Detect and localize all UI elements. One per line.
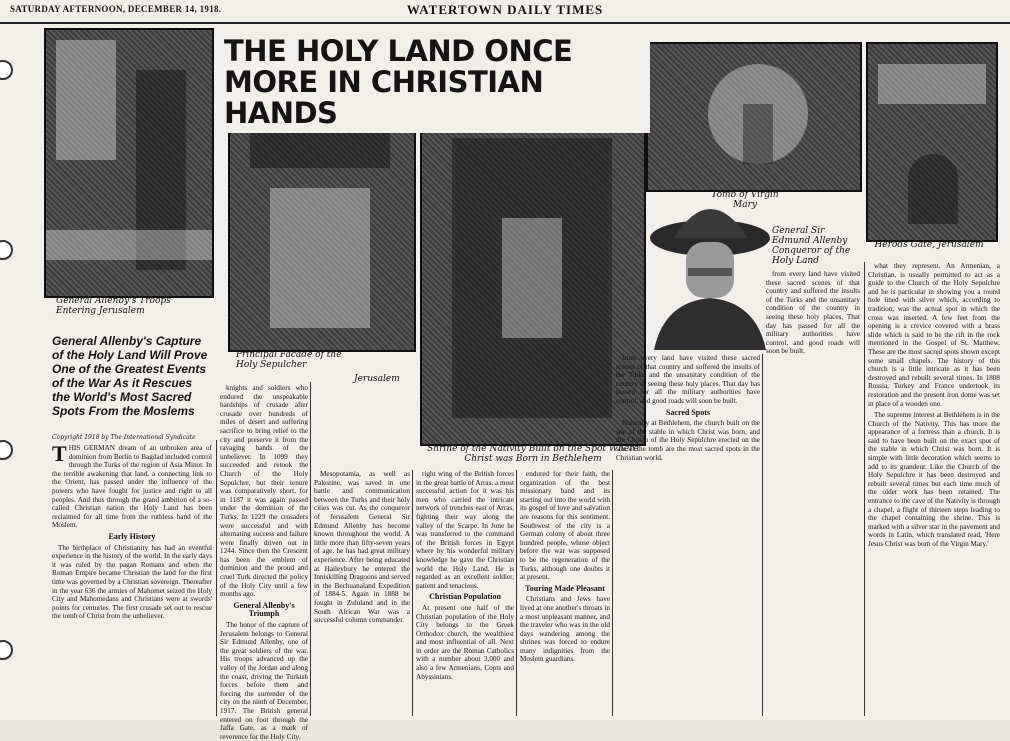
masthead (0, 0, 1010, 24)
article-column-3 (314, 470, 410, 716)
binder-ring-icon (0, 640, 13, 660)
column-7-second: The supreme interest at Bethlehem is in the Church of the Nativity. This has more the appearance of a fortress than a church. It is said to have been built on the exact spot of the stable in which Christ was born. It is simple with little decoration which seems to add to its grandeur. Like the Church of the Holy Sepulchre it has been destroyed and rebuilt several times but each time much of the older work has been retained. The entrance to the cave of the Nativity is through a chapel, a flight of thirteen steps leading to the chapel containing the shrine. This is marked with a silver star in the pavement and words in Latin, which translated read, 'Here Jesus Christ was born of the Virgin Mary.' (868, 411, 1000, 548)
column-rule (612, 470, 613, 716)
section-early-history: Early History (108, 531, 156, 541)
caption-nativity: Shrine of the Nativity Built on the Spot Where Christ was Born in Bethlehem (427, 444, 639, 464)
binder-ring-icon (0, 440, 13, 460)
photo-shrine-of-nativity (420, 106, 646, 446)
section-sacred-spots: Sacred Spots (665, 407, 711, 417)
masthead-paper-name: WATERTOWN DAILY TIMES (406, 2, 604, 17)
column-4-text: right wing of the British forces in the great battle of Arras, a most successful action for it was his men who carried the intricate network of trenches east of Arras, fighting their way along the valley of the Scarpe. In June he was transferred to the command of the British forces in Egypt where by his wonderful military knowledge he gave the Christian world the Holy Land. He is regarded as an excellent soldier, patient and tenacious. (416, 470, 514, 590)
column-7-text: what they represent. An Armenian, a Christian, is usually permitted to act as a guide to the Church of the Holy Sepulchre and he is particular in showing you a round hole lined with silver which, according to tradition, was the actual spot in which the cross was inserted. A few feet from the opening is a crevice covered with a brass slide which is said to be the rift in the rock mentioned in the Gospel of St. Matthew. These are the most sacred spots shown except some small chapels. The history of this church is a little intricate as it has been destroyed and rebuilt several times. In 1808 Russia, Turkey and France undertook its restoration and the present iron dome was set in place of a wooden one. (868, 262, 1000, 408)
caption-tomb: Tomb of Virgin Mary (711, 190, 779, 210)
binder-ring-icon (0, 60, 13, 80)
column-rule (216, 440, 217, 716)
photo-herods-gate (866, 42, 998, 242)
caption-jerusalem: Jerusalem (354, 374, 400, 384)
caption-general: General Sir Edmund Allenby Conqueror of the Holy Land (772, 226, 851, 266)
caption-facade: Principal Facade of the Holy Sepulcher (236, 350, 342, 370)
column-rule (310, 382, 311, 716)
article-column-1: THIS GERMAN dream of an unbroken area of dominion from Berlin to Bagdad included control through the Turks of the region of Asia Minor. In the terrible awakening that land, a connecting link to the Orient, has passed under the influence of the powers who have fought for justice and right to all peoples. And thus through the grand ambition of a so-called Christian nation the Holy Land has been reclaimed for all time from the ruthless hand of the Moslem. Early History The birthplace of Christianity has had an eventful experience in the history of the world. In the early days it was ruled by the pagan Romans and when the Roman Empire became Christian the land for the first time was governed by a Christian sovereign. Thereafter in the year 636 the armies of Mahomet seized the Holy City and Mahomedans and Christians were at swords' points for centuries. The first crusade set out to rescue the tomb of Christ from the unbeliever. (52, 441, 212, 621)
column-5-touring: Christians and Jews have lived at one another's throats in a most unpleasant manner, and the traveler who was in the old days wandering among the shrines was forced to endure many indignities from the Moslem guardians. (520, 595, 610, 664)
byline: Copyright 1918 by The International Syndicate (52, 434, 196, 441)
column-rule (762, 354, 763, 716)
caption-troops: General Allenby's Troops Entering Jerusalem (56, 296, 171, 316)
article-column-6b (766, 270, 860, 716)
column-2-text: knights and soldiers who endured the unspeakable hardships of crusade after crusade over hundreds of miles of desert and suffering sacrifice to bring relief to the city and preserve it from the ravaging hands of the unbeliever. In 1099 they succeeded and retook the Church of the Holy Sepulchre, but their tenure was comparatively short, for in 1187 it was again passed under the dominion of the Turks. In 1229 the crusaders were successful and with alternating success and failure were finally driven out in 1244. Since then the Crescent has been the emblem of dominion and the proud and cruel Turk directed the policy of the Holy City until a few months ago. (220, 384, 308, 599)
column-rule (864, 262, 865, 716)
column-4-population: At present one half of the Christian population of the Holy City belongs to the Greek Orthodox church, the wealthiest and most influential of all. Next in order are the Roman Catholics with a number about 3,000 and also a few Armenians, Copts and Abyssinians. (416, 603, 514, 681)
article-column-7 (868, 262, 1000, 716)
column-2-triumph: The honor of the capture of Jerusalem belongs to General Sir Edmund Allenby, one of the great soldiers of the war. His troops advanced up the valley of the Jordan and along the coast, driving the Turkish forces before them and forcing the surrender of the city on the ninth of December, 1917. The British general entered on foot through the Jaffa Gate, as a mark of reverence for the Holy City. (220, 621, 308, 741)
column-6b-text: from every land have visited these sacred scenes of that country and suffered the insults of the Turks and the unsanitary condition of the country in seeing these holy places. That day has passed for all the military authorities have control, and good roads will soon be built. (766, 270, 860, 356)
headline (218, 32, 650, 133)
column-3-text: Mesopotamia, as well as Palestine, was saved in one battle and communication between the Turks and their holy cities was cut. As the conqueror of Jerusalem General Sir Edmund Allenby has become known throughout the world. A little more than fifty-seven years of age, he has had great military experience. After being educated at Haileybury he entered the Inniskilling Dragoons and served in the Bechuanaland Expedition of 1884-5. Again in 1888 he fought in Zululand and in the South African War was a successful column commander. (314, 470, 410, 625)
photo-tomb-of-virgin-mary (646, 42, 862, 192)
masthead-date: SATURDAY AFTERNOON, DECEMBER 14, 1918. (10, 4, 222, 14)
column-6-text: from every land have visited these sacred scenes of that country and suffered the insults of the Turks and the unsanitary condition of the country in seeing these holy places. That day has passed for all the military authorities have control, and good roads will soon be built. (616, 354, 760, 405)
headline-line-1: THE HOLY LAND ONCE (224, 34, 573, 68)
photo-allenby-troops (44, 28, 214, 298)
section-touring: Touring Made Pleasant (525, 583, 605, 593)
section-christian-population: Christian Population (429, 592, 501, 602)
binder-ring-icon (0, 240, 13, 260)
column-1-history: The birthplace of Christianity has had an eventful experience in the history of the world. In the early days it was ruled by the pagan Romans and when the Roman Empire became Christian the land for the first time was governed by a Christian sovereign. Thereafter in the year 636 the armies of Mahomet seized the Holy City and Mahomedans and Christians were at swords' points for centuries. The first crusade set out to rescue the tomb of Christ from the unbeliever. (52, 543, 212, 621)
caption-herods-gate: Herods Gate, Jerusalem (874, 240, 984, 250)
article-column-6 (616, 354, 760, 716)
column-6-sacred: Naturally at Bethlehem, the church built on the site of the stable in which Christ was born, and the Church of the Holy Sepulchre erected on the site of the tomb are the most sacred spots in the Christian world. (616, 419, 760, 462)
headline-line-2: MORE IN CHRISTIAN HANDS (224, 65, 544, 130)
article-column-5 (520, 470, 610, 716)
column-rule (412, 470, 413, 716)
article-column-4 (416, 470, 514, 716)
section-allenby-triumph: General Allenby's Triumph (233, 600, 295, 619)
subhead: General Allenby's Capture of the Holy Land Will Prove One of the Greatest Events of the War As it Rescues the World's Most Sacred Spots From the Moslems (52, 334, 208, 418)
column-5-text: endured for their faith, the organization of the best missionary band and its starting out into the world with its gospel of love and salvation are reasons for this sentiment. Southwest of the city is a German colony of about three hundred people, whose object before the war was supposed to be the regeneration of the Turks, although one doubts it at present. (520, 470, 610, 582)
article-column-2 (220, 384, 308, 741)
column-1-lead: HIS GERMAN dream of an unbroken area of dominion from Berlin to Bagdad included control through the Turks of the region of Asia Minor. In the terrible awakening that land, a connecting link to the Orient, has passed under the influence of the powers who have fought for justice and right to all peoples. And thus through the grand ambition of a so-called Christian nation the Holy Land has been reclaimed for all time from the ruthless hand of the Moslem. (52, 444, 212, 530)
photo-holy-sepulcher-facade (228, 96, 416, 352)
column-rule (516, 470, 517, 716)
